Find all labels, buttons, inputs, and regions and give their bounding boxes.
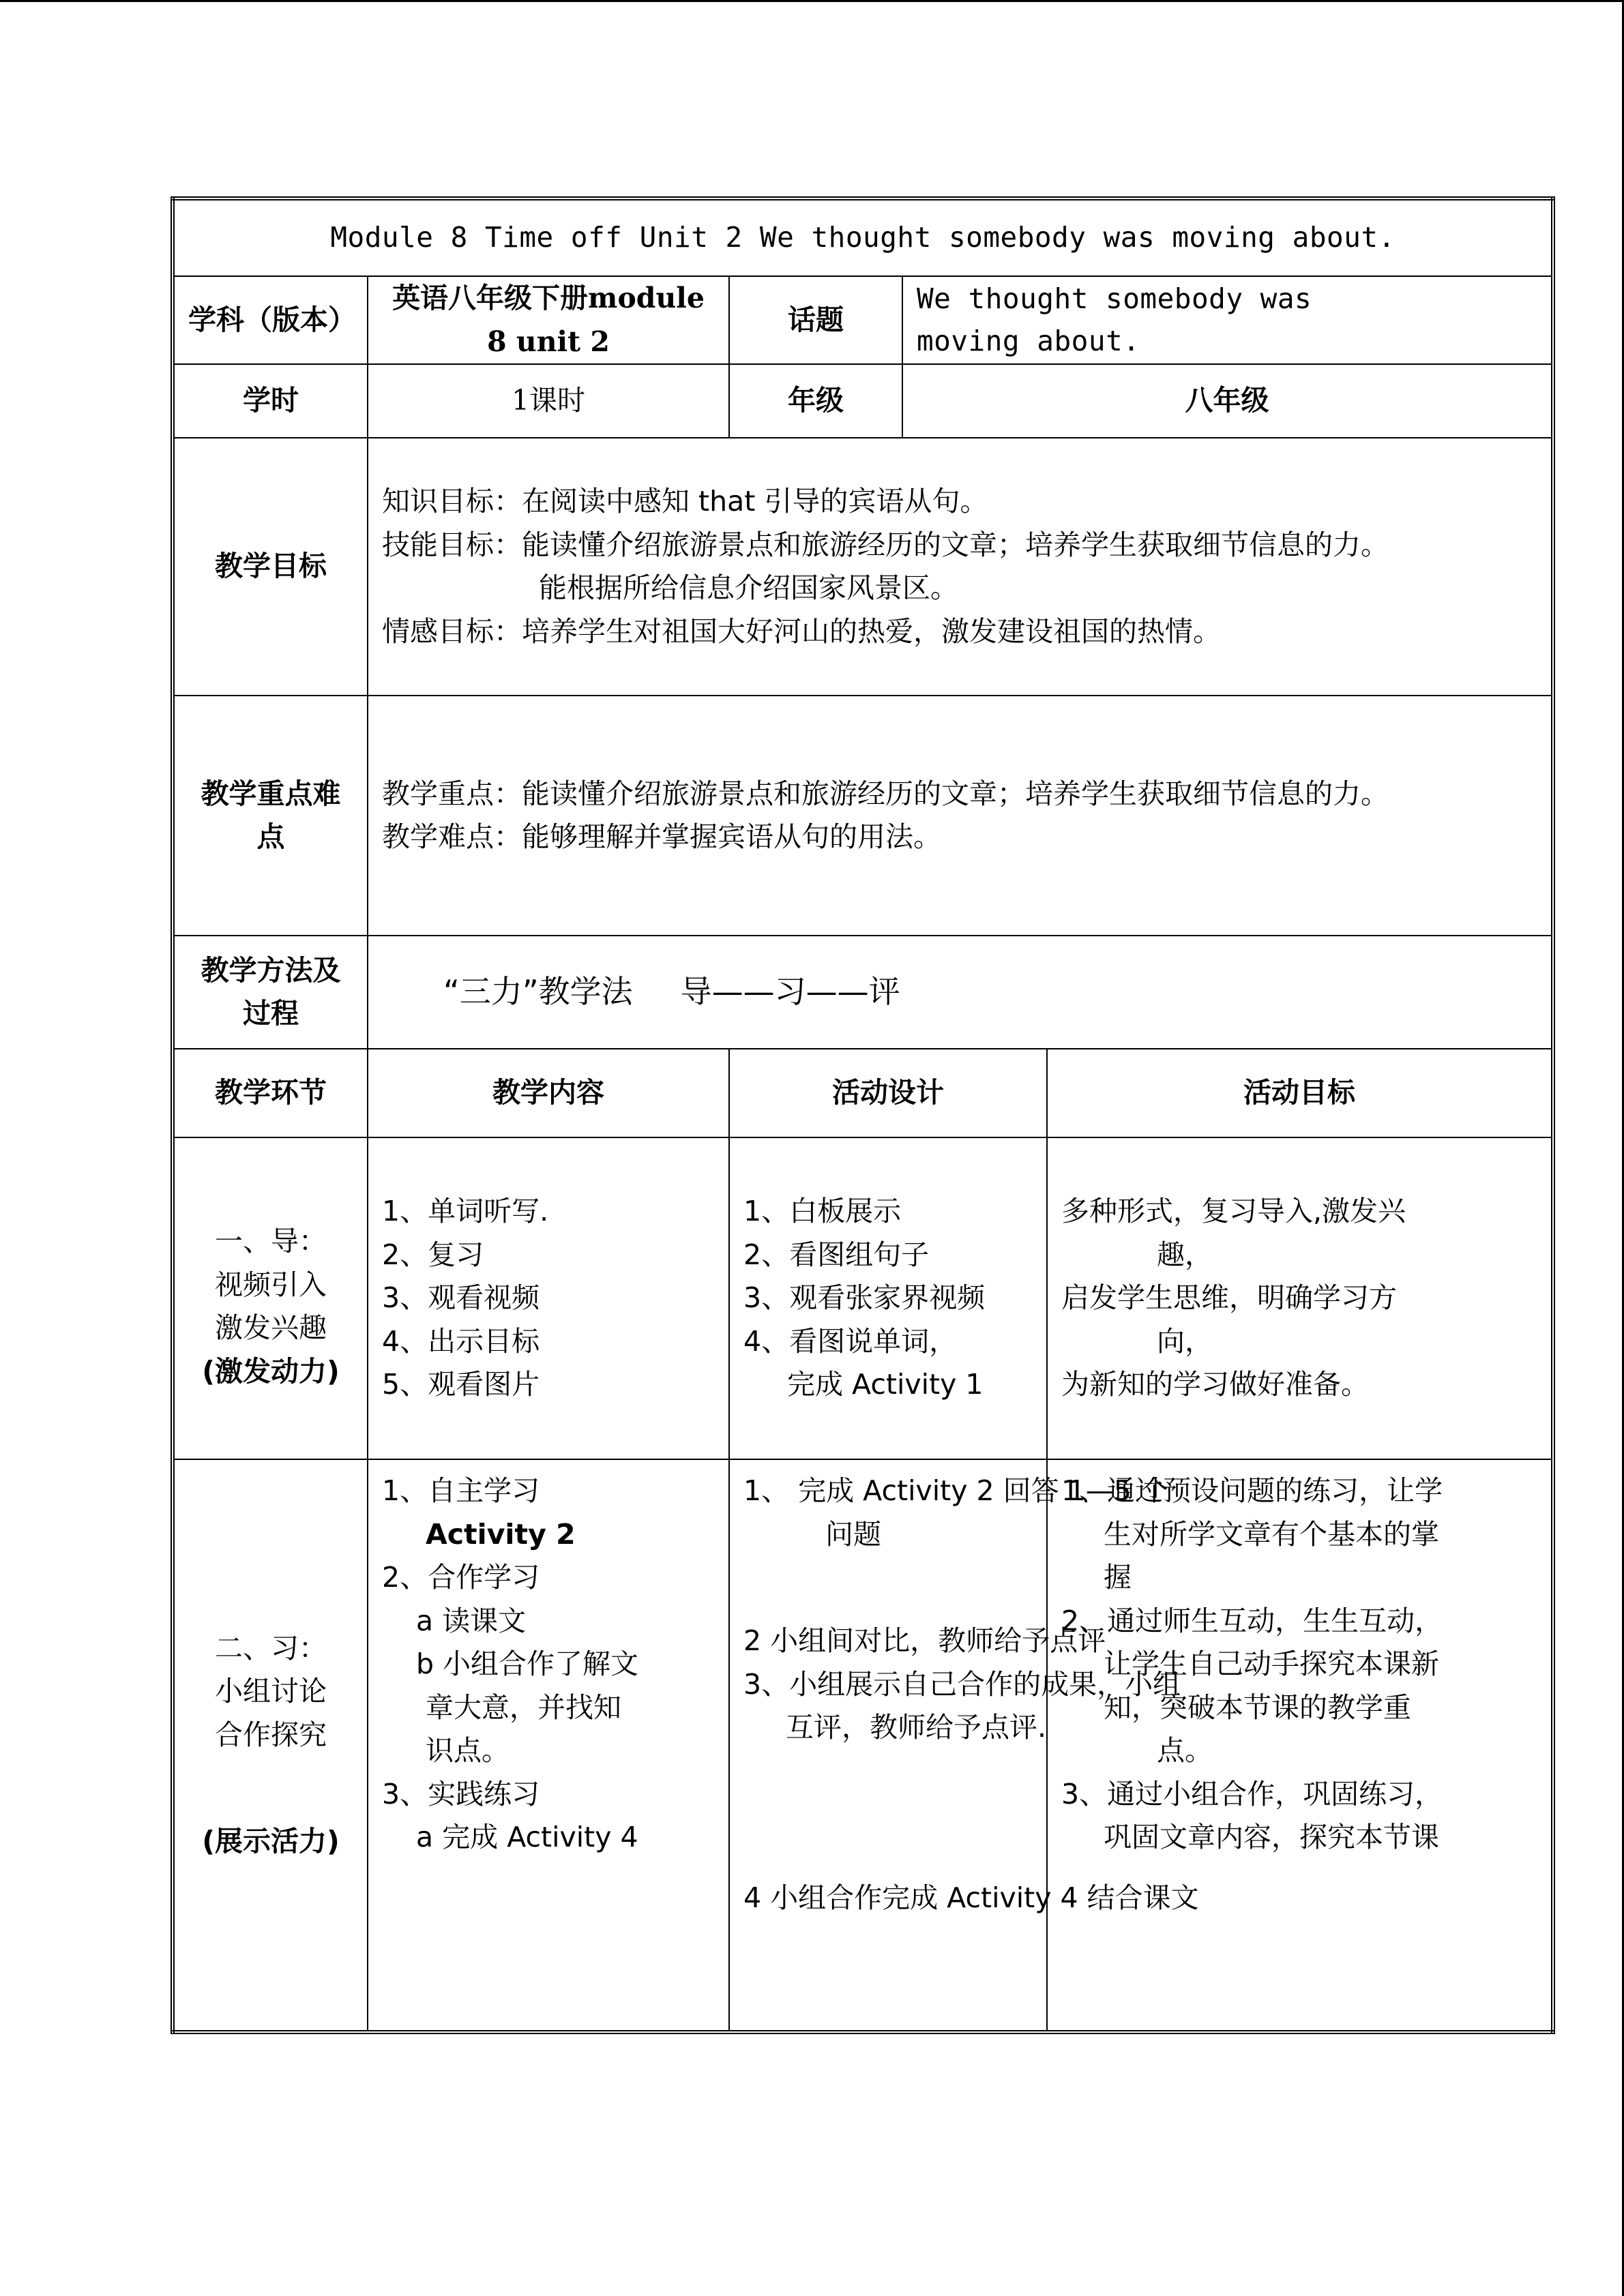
activity-spacer <box>743 1813 1033 1877</box>
stage2-content <box>368 1459 729 2032</box>
goal-line: 为新知的学习做好准备。 <box>1061 1368 1369 1401</box>
lesson-plan-table <box>171 196 1555 2034</box>
stage-line: 视频引入 <box>215 1268 327 1301</box>
key-points-content <box>368 696 1553 936</box>
goal-line: 情感目标：培养学生对祖国大好河山的热爱，激发建设祖国的热情。 <box>382 614 1221 648</box>
stage1-row <box>173 1137 1553 1459</box>
method-label: 教学方法及过程 <box>173 936 368 1049</box>
stage2-stage <box>173 1459 368 2032</box>
goal-line: 握 <box>1104 1561 1132 1594</box>
activity-line: 互评，教师给予点评. <box>786 1711 1047 1744</box>
key-point-line: 教学难点：能够理解并掌握宾语从句的用法。 <box>382 820 941 854</box>
content-line: 5、观看图片 <box>382 1368 540 1401</box>
content-line: b 小组合作了解文 <box>416 1648 639 1681</box>
activity-spacer <box>743 1750 1033 1813</box>
activity-spacer <box>743 1556 1033 1620</box>
activity-line: 2、看图组句子 <box>743 1238 930 1271</box>
subject-row <box>173 276 1553 364</box>
subject-value: 英语八年级下册module 8 unit 2 <box>368 276 729 364</box>
stage-line: 二、习： <box>215 1631 327 1665</box>
topic-value-line: moving about. <box>917 324 1140 357</box>
title-row <box>173 198 1553 276</box>
goal-line: 知，突破本节课的教学重 <box>1104 1690 1411 1724</box>
hours-label: 学时 <box>173 364 368 438</box>
goal-line: 生对所学文章有个基本的掌 <box>1104 1517 1439 1551</box>
topic-value <box>902 276 1553 364</box>
process-header-row <box>173 1049 1553 1137</box>
content-line: 4、出示目标 <box>382 1324 540 1358</box>
goal-line: 趣， <box>1157 1238 1213 1271</box>
goal-line: 启发学生思维，明确学习方 <box>1061 1281 1397 1315</box>
header-stage: 教学环节 <box>173 1049 368 1137</box>
content-line: 章大意，并找知 <box>426 1690 621 1724</box>
stage1-content <box>368 1137 729 1459</box>
goal-line: 多种形式，复习导入,激发兴 <box>1061 1195 1406 1228</box>
stage1-activity <box>729 1137 1047 1459</box>
method-steps: 导——习——评 <box>680 973 900 1011</box>
content-line: 3、实践练习 <box>382 1777 540 1810</box>
stage-line: 合作探究 <box>215 1718 327 1751</box>
subject-label: 学科（版本） <box>173 276 368 364</box>
activity-line: 2 小组间对比，教师给予点评 <box>743 1624 1106 1658</box>
goal-line: 向， <box>1157 1324 1213 1358</box>
stage-line: 激发兴趣 <box>215 1311 327 1345</box>
goals-row <box>173 438 1553 696</box>
stage1-stage <box>173 1137 368 1459</box>
stage-line: (展示活力) <box>202 1825 340 1858</box>
goals-label: 教学目标 <box>173 438 368 696</box>
activity-line: 完成 Activity 1 <box>787 1368 984 1401</box>
activity-line: 3、小组展示自己合作的成果，小组 <box>743 1667 1181 1701</box>
stage-spacer <box>188 1757 353 1820</box>
activity-line: 4 小组合作完成 Activity 4 结合课文 <box>743 1881 1199 1914</box>
goal-line: 让学生自己动手探究本课新 <box>1104 1648 1439 1681</box>
content-line: 2、合作学习 <box>382 1561 540 1594</box>
key-points-label: 教学重点难点 <box>173 696 368 936</box>
activity-line: 3、观看张家界视频 <box>743 1281 986 1315</box>
stage2-activity <box>729 1459 1199 2032</box>
page-edge-top <box>0 0 1624 2</box>
goal-line: 知识目标：在阅读中感知 that 引导的宾语从句。 <box>382 485 988 518</box>
method-name: “三力”教学法 <box>443 973 633 1011</box>
grade-value: 八年级 <box>902 364 1553 438</box>
goal-line: 点。 <box>1157 1734 1213 1768</box>
activity-line: 1、 完成 Activity 2 回答 1—5 个 <box>743 1474 1168 1508</box>
stage1-goal <box>1047 1137 1553 1459</box>
key-point-line: 教学重点：能读懂介绍旅游景点和旅游经历的文章；培养学生获取细节信息的力。 <box>382 777 1389 810</box>
content-line: 3、观看视频 <box>382 1281 540 1315</box>
content-line: a 读课文 <box>416 1604 527 1637</box>
goal-line: 1、通过预设问题的练习，让学 <box>1061 1474 1443 1508</box>
topic-value-line: We thought somebody was <box>917 282 1312 316</box>
content-line: 1、单词听写. <box>382 1195 549 1228</box>
header-activity: 活动设计 <box>729 1049 1047 1137</box>
lesson-title: Module 8 Time off Unit 2 We thought somebody was moving about. <box>173 198 1553 276</box>
stage-line: 小组讨论 <box>215 1675 327 1708</box>
stage-line: (激发动力) <box>202 1354 340 1388</box>
content-line: 识点。 <box>426 1734 510 1768</box>
goals-content <box>368 438 1553 696</box>
stage2-row <box>173 1459 1553 2032</box>
content-line: a 完成 Activity 4 <box>416 1821 638 1854</box>
activity-line: 1、白板展示 <box>743 1195 902 1228</box>
goal-line: 技能目标：能读懂介绍旅游景点和旅游经历的文章；培养学生获取细节信息的力。 <box>382 528 1389 561</box>
header-goal: 活动目标 <box>1047 1049 1553 1137</box>
content-line: Activity 2 <box>426 1517 576 1551</box>
method-row <box>173 936 1553 1049</box>
goal-line: 2、通过师生互动，生生互动， <box>1061 1604 1443 1637</box>
content-line: 2、复习 <box>382 1238 484 1271</box>
hours-row <box>173 364 1553 438</box>
goal-line: 3、通过小组合作，巩固练习， <box>1061 1777 1443 1810</box>
grade-label: 年级 <box>729 364 902 438</box>
goal-line: 能根据所给信息介绍国家风景区。 <box>539 571 958 605</box>
activity-line: 4、看图说单词， <box>743 1324 958 1358</box>
header-content: 教学内容 <box>368 1049 729 1137</box>
stage2-goal <box>1047 1459 1553 2032</box>
goal-line: 巩固文章内容，探究本节课 <box>1104 1821 1439 1854</box>
key-points-row <box>173 696 1553 936</box>
content-line: 1、自主学习 <box>382 1474 540 1508</box>
stage-line: 一、导： <box>215 1225 327 1257</box>
activity-line: 问题 <box>825 1517 881 1551</box>
method-content <box>368 936 1553 1049</box>
topic-label: 话题 <box>729 276 902 364</box>
hours-value: 1课时 <box>368 364 729 438</box>
